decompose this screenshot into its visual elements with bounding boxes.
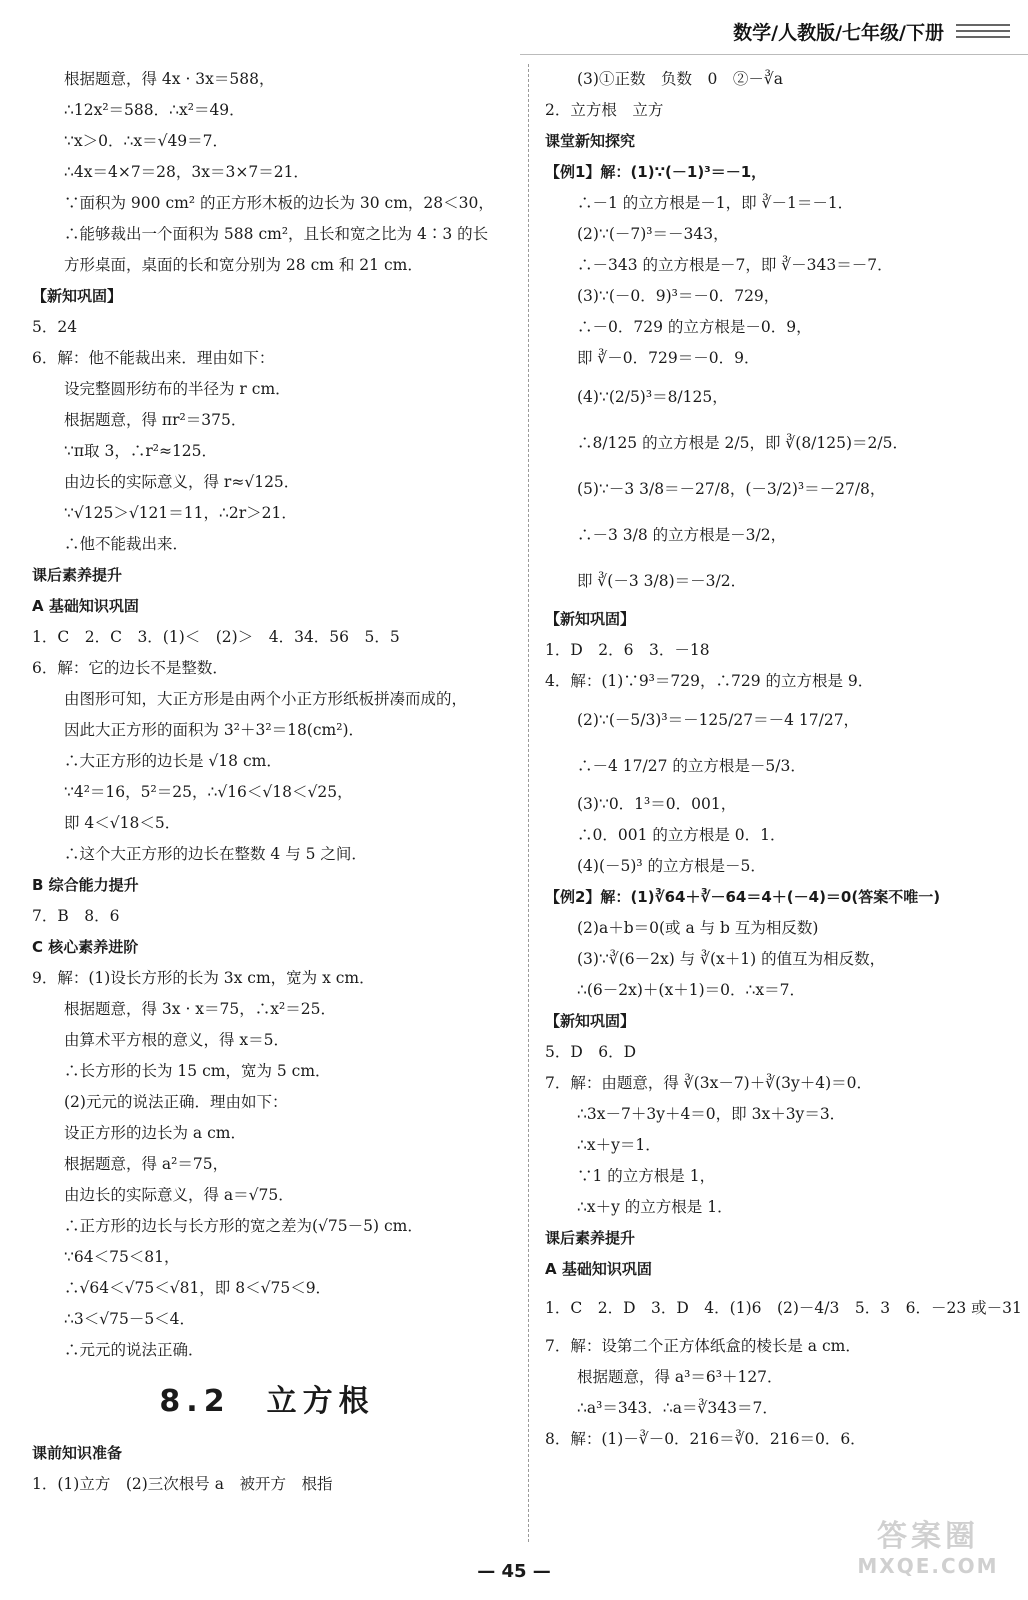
text-line: ∴他不能裁出来． [64, 535, 189, 553]
answer-line: 4．解：(1)∵9³＝729，∴729 的立方根是 9． [545, 672, 874, 690]
text-line: ∴这个大正方形的边长在整数 4 与 5 之间． [64, 845, 367, 863]
text-line: 根据题意，得 3x · x＝75，∴x²＝25． [64, 1000, 336, 1018]
text-line: ∵4²＝16，5²＝25，∴√16＜√18＜√25， [64, 783, 353, 801]
text-line: ∵√125＞√121＝11，∴2r＞21． [64, 504, 297, 522]
answer-line: 1．(1)立方 (2)三次根号 a 被开方 根指 [32, 1475, 333, 1493]
watermark-url: MXQE.COM [857, 1553, 999, 1578]
answer-line: 1．C 2．D 3．D 4．(1)6 (2)－4/3 5．3 6．－23 或－31 [545, 1299, 1022, 1317]
answer-line: 5．24 [32, 318, 78, 336]
page-number: — 45 — [477, 1561, 551, 1582]
section-heading: 课堂新知探究 [545, 132, 636, 150]
answer-line: 7．解：由题意，得 ∛(3x－7)＋∛(3y＋4)＝0． [545, 1074, 873, 1092]
section-heading: 课后素养提升 [545, 1229, 636, 1247]
text-line: (4)∵(2/5)³＝8/125， [577, 388, 728, 406]
column-divider [528, 64, 529, 1542]
header-decoration [956, 24, 1010, 38]
section-heading: B 综合能力提升 [32, 876, 139, 894]
example-line: 【例1】解：(1)∵(－1)³＝－1， [545, 163, 767, 181]
text-line: ∵64＜75＜81， [64, 1248, 180, 1266]
text-line: ∴－3 3/8 的立方根是－3/2， [577, 526, 787, 544]
answer-line: 7．解：设第二个正方体纸盒的棱长是 a cm． [545, 1337, 861, 1355]
text-line: ∴－1 的立方根是－1，即 ∛－1＝－1． [577, 194, 854, 212]
text-line: (3)∵0．1³＝0．001， [577, 795, 737, 813]
text-line: ∴长方形的长为 15 cm，宽为 5 cm． [64, 1062, 331, 1080]
text-line: 设正方形的边长为 a cm． [64, 1124, 246, 1142]
answer-line: 6．解：他不能裁出来．理由如下： [32, 349, 275, 367]
text-line: (4)(－5)³ 的立方根是－5． [577, 857, 766, 875]
answer-line: 7．B 8．6 [32, 907, 120, 925]
text-line: ∴12x²＝588．∴x²＝49． [64, 101, 245, 119]
text-line: ∴正方形的边长与长方形的宽之差为(√75－5) cm． [64, 1217, 423, 1235]
left-column [32, 64, 502, 1500]
text-line: ∵π取 3，∴r²≈125． [64, 442, 218, 460]
text-line: ∴元元的说法正确． [64, 1341, 204, 1359]
text-line: 根据题意，得 a²＝75， [64, 1155, 229, 1173]
text-line: 由算术平方根的意义，得 x＝5． [64, 1031, 290, 1049]
header-rule [520, 54, 1028, 55]
text-line: ∴8/125 的立方根是 2/5，即 ∛(8/125)＝2/5． [577, 434, 908, 452]
text-line: ∴x＋y＝1． [577, 1136, 661, 1154]
answer-line: 1．D 2．6 3．－18 [545, 641, 710, 659]
text-line: (2)∵(－7)³＝－343， [577, 225, 729, 243]
answer-line: 5．D 6．D [545, 1043, 637, 1061]
answer-line: 8．解：(1)－∛－0．216＝∛0．216＝0．6． [545, 1430, 866, 1448]
answer-line: 9．解：(1)设长方形的长为 3x cm，宽为 x cm． [32, 969, 375, 987]
text-line: 由边长的实际意义，得 r≈√125． [64, 473, 300, 491]
text-line: 根据题意，得 πr²＝375． [64, 411, 247, 429]
section-heading: A 基础知识巩固 [545, 1260, 652, 1278]
text-line: 即 4＜√18＜5． [64, 814, 181, 832]
section-heading: C 核心素养进阶 [32, 938, 139, 956]
section-title: 8.2 立方根 [159, 1384, 375, 1419]
text-line: ∵1 的立方根是 1， [577, 1167, 716, 1185]
section-heading: 【新知巩固】 [545, 610, 636, 628]
page-header [733, 14, 1010, 48]
section-heading: 【新知巩固】 [32, 287, 123, 305]
text-line: 由边长的实际意义，得 a＝√75． [64, 1186, 294, 1204]
text-line: 由图形可知，大正方形是由两个小正方形纸板拼凑而成的， [64, 690, 468, 708]
header-title: 数学/人教版/七年级/下册 [733, 21, 944, 44]
text-line: ∴√64＜√75＜√81，即 8＜√75＜9． [64, 1279, 332, 1297]
text-line: 即 ∛(－3 3/8)＝－3/2． [577, 572, 747, 590]
text-line: ∴3＜√75－5＜4． [64, 1310, 196, 1328]
answer-line: 1．C 2．C 3．(1)＜ (2)＞ 4．34．56 5．5 [32, 628, 400, 646]
text-line: (5)∵－3 3/8＝－27/8，(－3/2)³＝－27/8， [577, 480, 886, 498]
text-line: 设完整圆形纺布的半径为 r cm． [64, 380, 291, 398]
text-line: (2)∵(－5/3)³＝－125/27＝－4 17/27， [577, 711, 860, 729]
text-line: (3)∵(－0．9)³＝－0．729， [577, 287, 780, 305]
text-line: ∴4x＝4×7＝28，3x＝3×7＝21． [64, 163, 309, 181]
text-line: ∴0．001 的立方根是 0．1． [577, 826, 786, 844]
text-line: ∴大正方形的边长是 √18 cm． [64, 752, 282, 770]
text-line: ∴能够裁出一个面积为 588 cm²，且长和宽之比为 4∶3 的长 [64, 225, 489, 243]
watermark-logo [842, 1520, 1014, 1590]
answer-line: 2．立方根 立方 [545, 101, 664, 119]
text-line: 因此大正方形的面积为 3²＋3²＝18(cm²)． [64, 721, 364, 739]
text-line: ∴3x－7＋3y＋4＝0，即 3x＋3y＝3． [577, 1105, 846, 1123]
text-line: 即 ∛－0．729＝－0．9． [577, 349, 760, 367]
text-line: 方形桌面，桌面的长和宽分别为 28 cm 和 21 cm． [64, 256, 423, 274]
text-line: ∴－343 的立方根是－7，即 ∛－343＝－7． [577, 256, 893, 274]
text-line: (2)a＋b＝0(或 a 与 b 互为相反数) [577, 919, 819, 937]
text-line: 根据题意，得 a³＝6³＋127． [577, 1368, 783, 1386]
text-line: ∵x＞0．∴x＝√49＝7． [64, 132, 229, 150]
right-column [545, 64, 1022, 1455]
section-heading: 课后素养提升 [32, 566, 123, 584]
section-heading: 课前知识准备 [32, 1444, 123, 1462]
text-line: (3)①正数 负数 0 ②－∛a [577, 70, 783, 88]
text-line: ∴x＋y 的立方根是 1． [577, 1198, 733, 1216]
text-line: ∴(6－2x)＋(x＋1)＝0．∴x＝7． [577, 981, 805, 999]
text-line: ∴a³＝343．∴a＝∛343＝7． [577, 1399, 778, 1417]
text-line: ∴－0．729 的立方根是－0．9， [577, 318, 812, 336]
section-heading: A 基础知识巩固 [32, 597, 139, 615]
text-line: ∴－4 17/27 的立方根是－5/3． [577, 757, 806, 775]
answer-line: 6．解：它的边长不是整数． [32, 659, 228, 677]
text-line: (2)元元的说法正确．理由如下： [64, 1093, 288, 1111]
example-line: 【例2】解：(1)∛64＋∛－64＝4＋(－4)＝0(答案不唯一) [545, 888, 941, 906]
text-line: 根据题意，得 4x · 3x＝588， [64, 70, 275, 88]
watermark-text: 答案圈 [877, 1519, 979, 1554]
text-line: ∵面积为 900 cm² 的正方形木板的边长为 30 cm，28＜30， [64, 194, 494, 212]
text-line: (3)∵∛(6－2x) 与 ∛(x＋1) 的值互为相反数， [577, 950, 886, 968]
section-heading: 【新知巩固】 [545, 1012, 636, 1030]
